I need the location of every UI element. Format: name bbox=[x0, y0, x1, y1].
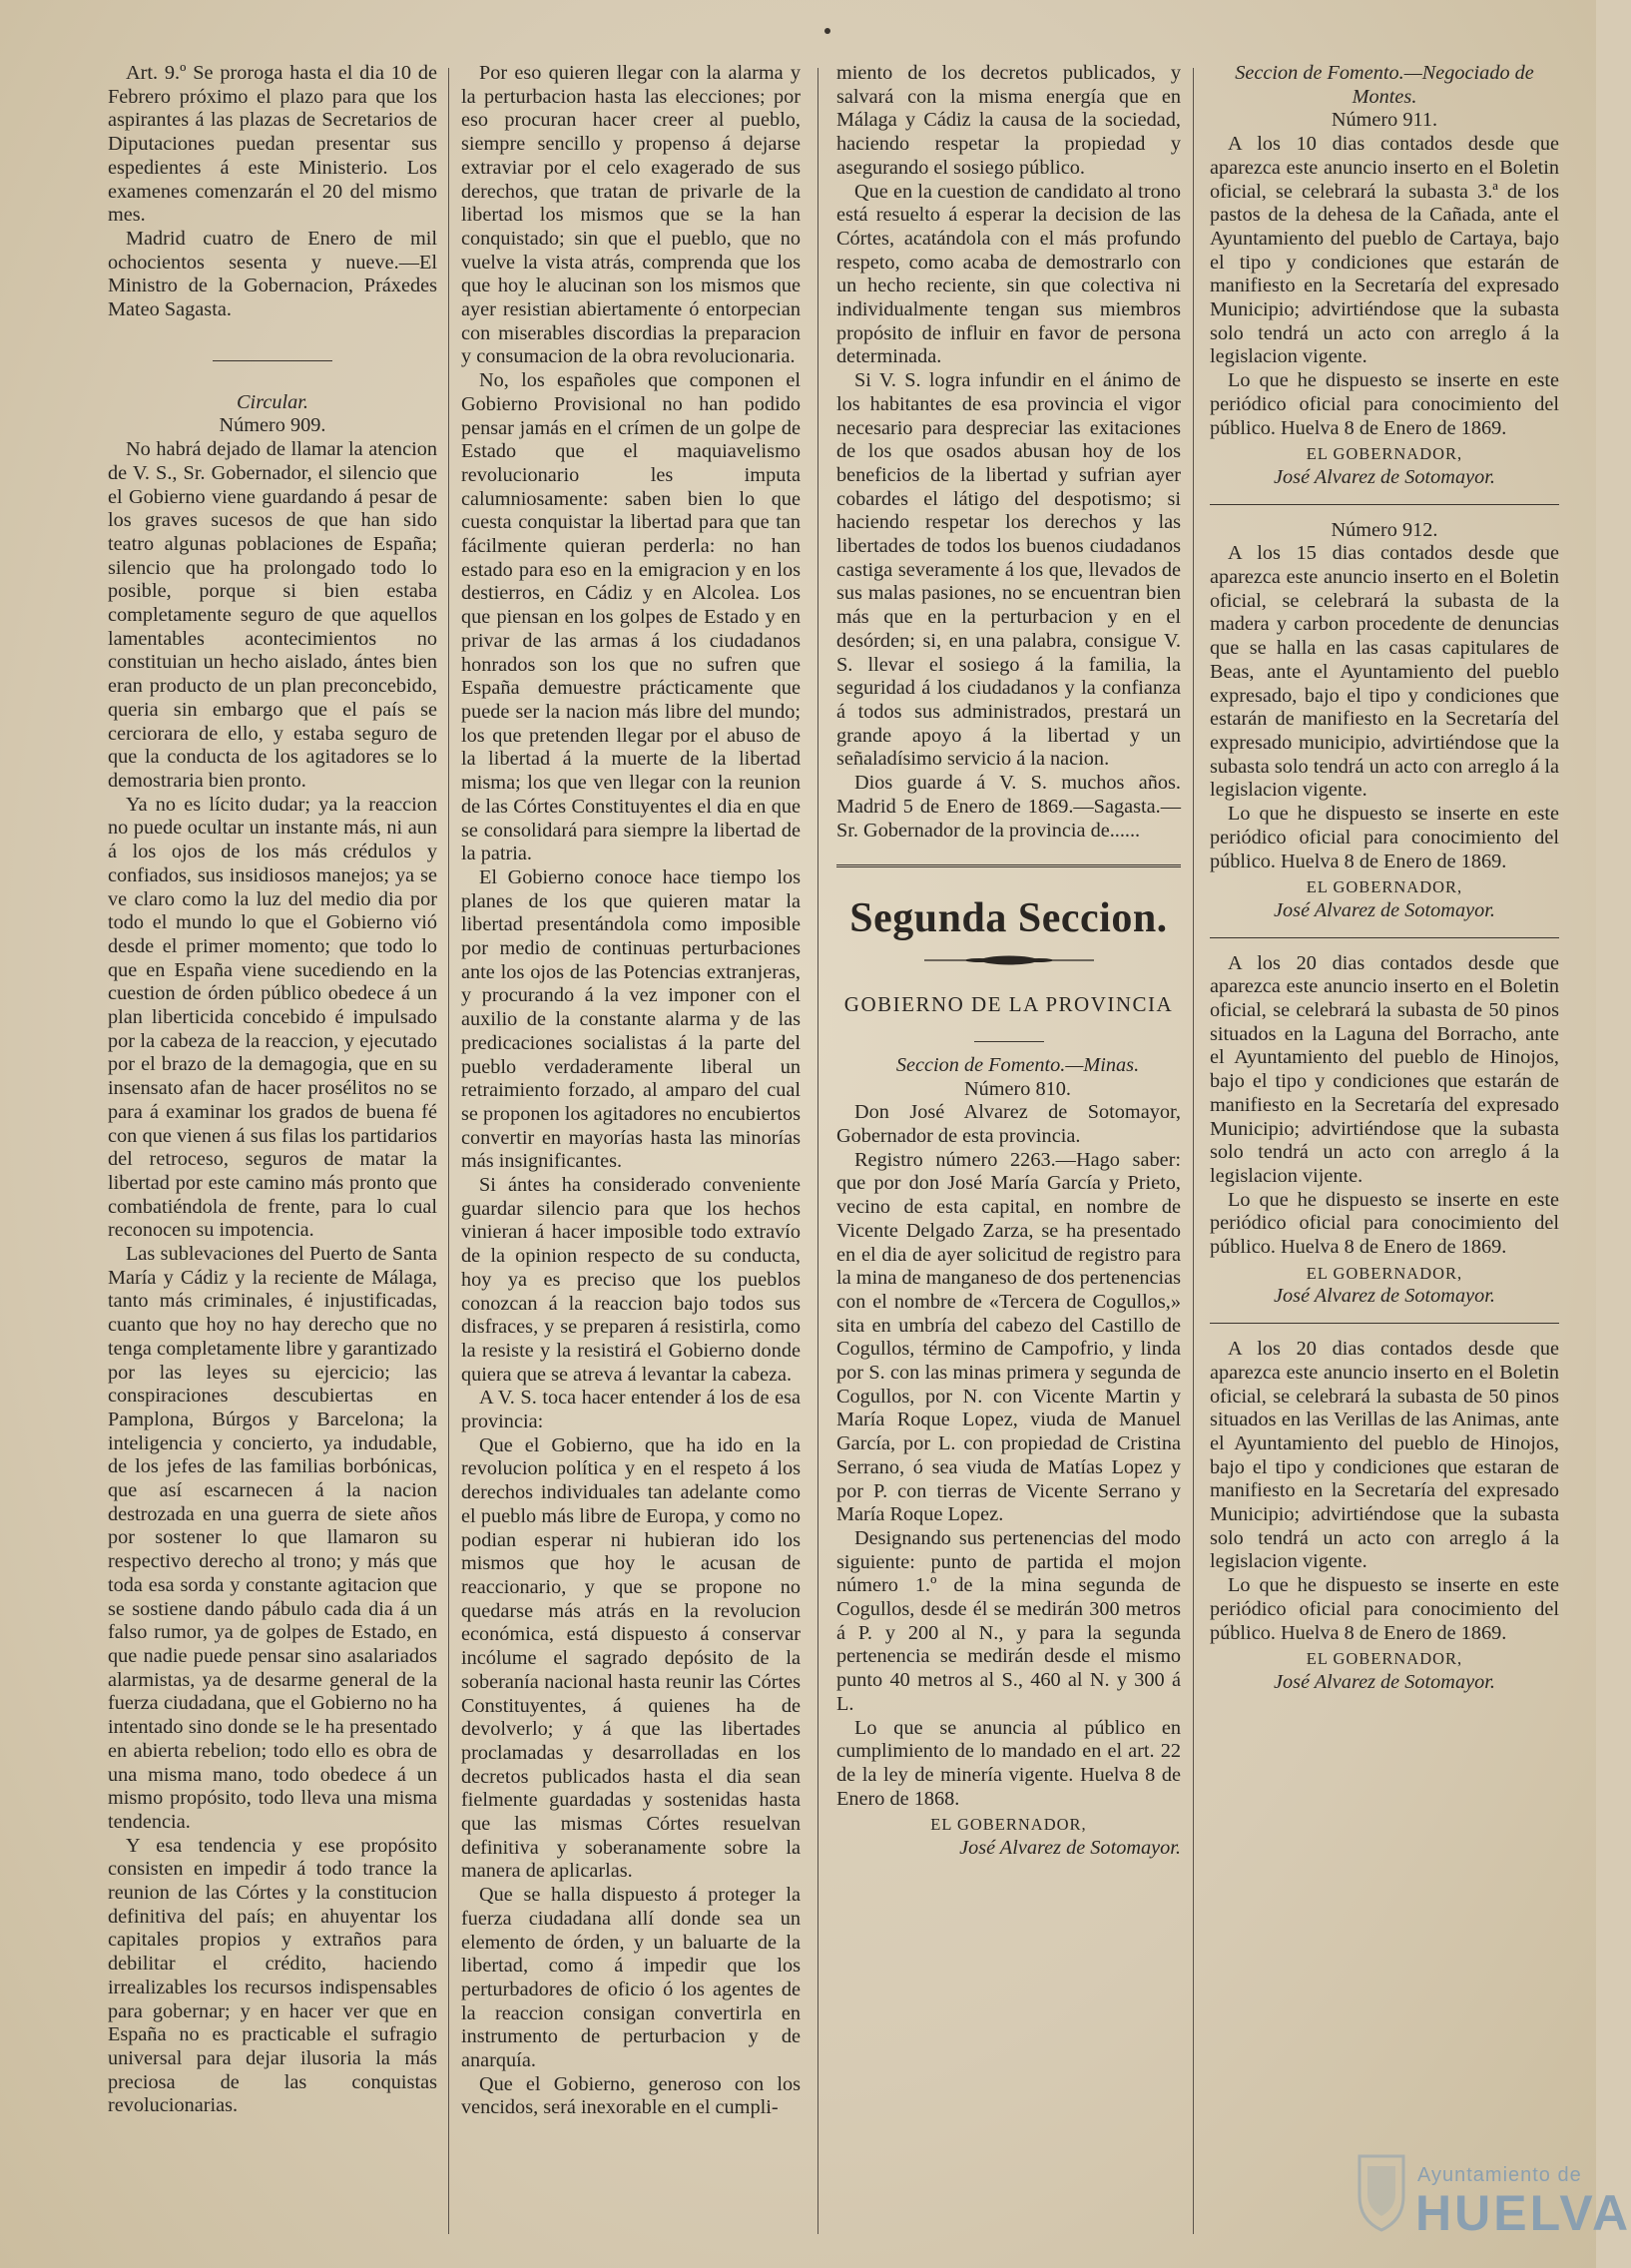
numero-heading: Número 909. bbox=[219, 414, 326, 437]
paragraph: Lo que he dispuesto se inserte en este periódico oficial para conocimiento del público. Huelva 8 de Enero de 1869. bbox=[1210, 369, 1559, 439]
ornament-rule-icon bbox=[924, 953, 1094, 967]
watermark-line2: HUELVA bbox=[1415, 2185, 1631, 2241]
paragraph: Que el Gobierno, generoso con los vencidos, será inexorable en el cumpli- bbox=[461, 2072, 801, 2119]
paragraph: A los 10 dias contados desde que aparezca este anuncio inserto en el Boletin oficial, se celebrará la subasta 3.ª de los pastos de la dehesa de la Cañada, ante el Ayuntamiento del pueblo de Cartaya, bajo el tipo y condiciones que estarán de manifiesto en la Secretaría del expresado Municipio; advirtiéndose que la subasta solo tendrá un acto con arreglo á la legislacion vigente. bbox=[1210, 133, 1559, 368]
paragraph: Lo que he dispuesto se inserte en este periódico oficial para conocimiento del público. Huelva 8 de Enero de 1869. bbox=[1210, 1574, 1559, 1644]
paragraph: Que el Gobierno, que ha ido en la revolucion política y en el respeto á los derechos individuales tan adelante como el pueblo más libre de Europa, y como no podian esperar ni hubieran ido los mismos que hoy le acusan de reaccionario, y que se propone no quedarse más atrás en la revolucion económica, está dispuesto á conservar incólume el sagrado depósito de la soberanía nacional hasta reunir las Córtes Constituyentes, á quienes ha de devolverlo; y á que las libertades proclamadas y desarrolladas en los decretos publicados hasta el dia sean fielmente guardadas y sostenidas hasta que las mismas Córtes resuelvan definitiva y soberanamente sobre la manera de aplicarlas. bbox=[461, 1433, 801, 1883]
paragraph: miento de los decretos publicados, y salvará con la misma energía que en Málaga y Cádiz la causa de la sociedad, haciendo respetar la propiedad y asegurando el sosiego público. bbox=[836, 62, 1181, 179]
gobernador-label: EL GOBERNADOR, bbox=[930, 1815, 1087, 1835]
numero-heading: Número 810. bbox=[963, 1077, 1072, 1100]
paragraph: Don José Alvarez de Sotomayor, Gobernador de esta provincia. bbox=[836, 1101, 1181, 1148]
paragraph: Que en la cuestion de candidato al trono está resuelto á esperar la decision de las Córtes, acatándola con el más profundo respeto, como acaba de demostrarlo con un hecho reciente, sin que colectiva ni individualmente tengan sus miembros propósito de influir en favor de persona determinada. bbox=[836, 180, 1181, 368]
paragraph: Designando sus pertenencias del modo siguiente: punto de partida el mojon número 1.º de la mina segunda de Cogullos, desde él se medirán 300 metros á P. y 200 al N., y para la segunda pertenencia se medirán desde el mismo punto 40 metros al S., 460 al N. y 300 á L. bbox=[836, 1526, 1181, 1715]
column-4 bbox=[1210, 62, 1559, 2248]
column-1 bbox=[108, 62, 437, 2248]
paragraph: Lo que he dispuesto se inserte en este periódico oficial para conocimiento del público. Huelva 8 de Enero de 1869. bbox=[1210, 803, 1559, 872]
separator bbox=[974, 1041, 1044, 1042]
paragraph: El Gobierno conoce hace tiempo los planes de los que quieren matar la libertad presentándola como imposible por medio de continuas perturbaciones ante los ojos de las Potencias extranjeras, y procurando á la vez imponer con el auxilio de la constante alarma y de las predicaciones socialistas á la parte del pueblo verdaderamente liberal un retraimiento forzado, al amparo del cual se proponen los agitadores no encubiertos convertir en mayorías hasta las minorías más insignificantes. bbox=[461, 865, 801, 1173]
paragraph: A los 15 dias contados desde que aparezca este anuncio inserto en el Boletin oficial, se celebrará la subasta de la madera y carbon procedente de denuncias que se halla en las casas capitulares de Beas, ante el Ayuntamiento del pueblo expresado, bajo el tipo y condiciones que estarán de manifiesto en la Secretaría del expresado municipio, advirtiéndose que la subasta solo tendrá un acto con arreglo á la legislacion vigente. bbox=[1210, 542, 1559, 802]
watermark-line1: Ayuntamiento de bbox=[1417, 2164, 1582, 2186]
column-2 bbox=[461, 62, 801, 2248]
paragraph: No habrá dejado de llamar la atencion de V. S., Sr. Gobernador, el silencio que el Gobierno viene guardando á pesar de los graves sucesos de que han sido teatro algunas poblaciones de España; silencio que ha prolongado todo lo posible, porque si bien estaba completamente seguro de que aquellos lamentables acontecimientos no constituian un hecho aislado, ántes bien eran producto de un plan preconcebido, queria sin embargo que el país se cerciorara de ello, y estaba seguro de que la conducta de los agitadores se lo demostraria bien pronto. bbox=[108, 438, 437, 792]
seccion-heading: Seccion de Fomento.—Minas. bbox=[895, 1053, 1140, 1076]
seccion-heading: Seccion de Fomento.—Negociado de Montes. bbox=[1235, 62, 1534, 108]
signature: José Alvarez de Sotomayor. bbox=[1274, 1285, 1495, 1308]
paragraph: Que se halla dispuesto á proteger la fuerza ciudadana allí donde sea un elemento de órden, y un baluarte de la libertad, como á impedir que los perturbadores de oficio ó los agentes de la reaccion consigan convertirla en instrumento de perturbacion y de anarquía. bbox=[461, 1884, 801, 2072]
gobernador-label: EL GOBERNADOR, bbox=[1306, 1263, 1463, 1283]
page-dot bbox=[824, 28, 830, 34]
column-3 bbox=[836, 62, 1181, 2248]
numero-heading: Número 911. bbox=[1331, 109, 1438, 132]
paragraph: Si ántes ha considerado conveniente guardar silencio para que los hechos vinieran á hacer imposible todo extravío de la opinion respecto de su conducta, hoy ya es preciso que los pueblos conozcan á la reaccion bajo todos sus disfraces, y se preparen á resistirla, como la resiste y la resistirá el Gobierno donde quiera que se atreva á levantar la cabeza. bbox=[461, 1174, 801, 1386]
column-rule bbox=[817, 68, 818, 2234]
paragraph: Las sublevaciones del Puerto de Santa María y Cádiz y la reciente de Málaga, tanto más criminales, é injustificadas, cuanto que hoy no hay derecho que no tenga completamente libre y garantizado por las leyes su ejercicio; las conspiraciones descubiertas en Pamplona, Búrgos y Barcelona; la inteligencia y concierto, ya indudable, de los jefes de las familias borbónicas, que así escarnecen á la nacion destrozada en una guerra de siete años por sostener lo que llamaron su respectivo derecho al trono; y más que toda esa sorda y constante agitacion que se sostiene dando pábulo cada dia á un falso rumor, ya de golpes de Estado, en que nadie puede pensar sino asalariados alarmistas, ya de desarme general de la fuerza ciudadana, que el Gobierno no ha intentado sino donde se le ha presentado en abierta rebelion; todo ello es obra de una misma mano, todo obedece á un mismo propósito, todo lleva una misma tendencia. bbox=[108, 1243, 437, 1833]
paragraph: Lo que he dispuesto se inserte en este periódico oficial para conocimiento del público. Huelva 8 de Enero de 1869. bbox=[1210, 1188, 1559, 1259]
paragraph: Registro número 2263.—Hago saber: que por don José María García y Prieto, vecino de esta capital, en nombre de Vicente Delgado Zarza, se ha presentado en el dia de ayer solicitud de registro para la mina de manganeso de dos pertenencias con el nombre de «Tercera de Cogullos,» sita en umbría del cabezo del Castillo de Cogullos, término de Campofrio, y linda por S. con las minas primera y segunda de Cogullos, por N. con Vicente Martin y María Roque Lopez, viuda de Manuel García, por L. con propiedad de Cristina Serrano, ó sea viuda de Matías Lopez y por P. con tierras de Vicente Serrano y María Roque Lopez. bbox=[836, 1148, 1181, 1526]
separator bbox=[1210, 1323, 1559, 1324]
paragraph: Lo que se anuncia al público en cumplimiento de lo mandado en el art. 22 de la ley de minería vigente. Huelva 8 de Enero de 1868. bbox=[836, 1716, 1181, 1810]
paragraph: A V. S. toca hacer entender á los de esa provincia: bbox=[461, 1387, 801, 1433]
signature: José Alvarez de Sotomayor. bbox=[959, 1837, 1181, 1860]
paragraph: A los 20 dias contados desde que aparezca este anuncio inserto en el Boletin oficial, se celebrará la subasta de 50 pinos situados en la Laguna del Borracho, ante el Ayuntamiento del pueblo de Hinojos, bajo el tipo y condiciones que estarán de manifiesto en la Secretaría del expresado Municipio; advirtiéndose que la subasta solo tendrá un acto con arreglo á la legislacion vijente. bbox=[1210, 951, 1559, 1187]
paragraph: Art. 9.º Se proroga hasta el dia 10 de Febrero próximo el plazo para que los aspirantes á las plazas de Secretarios de Diputaciones puedan presentar sus espedientes á este Ministerio. Los examenes comenzarán el 20 del mismo mes. bbox=[108, 62, 437, 227]
paragraph: Madrid cuatro de Enero de mil ochocientos sesenta y nueve.—El Ministro de la Gobernacion, Práxedes Mateo Sagasta. bbox=[108, 227, 437, 321]
paragraph: Por eso quieren llegar con la alarma y la perturbacion hasta las elecciones; por eso procuran hacer creer al pueblo, siempre sencillo y propenso á dejarse extraviar por el celo exagerado de sus derechos, que tratan de privarle de la libertad los mismos que se la han conquistado; sin que el pueblo, que no vuelve la vista atrás, comprenda que los que hoy le alucinan son los mismos que ayer resistian abiertamente ó entorpecian con miserables discordias la preparacion y consumacion de la obra revolucionaria. bbox=[461, 62, 801, 368]
paragraph: Si V. S. logra infundir en el ánimo de los habitantes de esa provincia el vigor necesario para despreciar las exitaciones de los que osados abusan hoy de los beneficios de la libertad y sufrian ayer cobardes el látigo del despotismo; si haciendo respetar los derechos y las libertades de todos los buenos ciudadanos castiga severamente á los que, llevados de sus malas pasiones, no se encuentran bien más que en la perturbacion y en el desórden; si, en una palabra, consigue V. S. llevar el sosiego á la familia, la seguridad á los ciudadanos y la confianza á todos sus administrados, prestará un grande apoyo á la libertad y un señaladísimo servicio á la nacion. bbox=[836, 369, 1181, 771]
column-rule bbox=[1193, 68, 1194, 2234]
circular-title: Circular. bbox=[237, 390, 308, 413]
paragraph: Dios guarde á V. S. muchos años. Madrid 5 de Enero de 1869.—Sagasta.—Sr. Gobernador de la provincia de...... bbox=[836, 772, 1181, 842]
gobernador-label: EL GOBERNADOR, bbox=[1306, 444, 1463, 464]
separator bbox=[213, 360, 332, 361]
signature: José Alvarez de Sotomayor. bbox=[1274, 1671, 1495, 1693]
gobernador-label: EL GOBERNADOR, bbox=[1306, 1649, 1463, 1669]
paragraph: Ya no es lícito dudar; ya la reaccion no puede ocultar un instante más, ni aun á los ojos de los más crédulos y confiados, sus insidiosos manejos; ya se ve claro como la luz del medio dia por todo el mundo lo que el Gobierno vió desde el primer momento; que todo lo que en España viene sucediendo en la cuestion de órden público obedece á un plan liberticida concebido é impulsado por la cabeza de la reaccion, y ejecutado por el brazo de la demagogia, que en su insensato afan de hacer prosélitos no se para á examinar los grados de buena fé con que vienen á sus filas los partidarios del retroceso, seguros de matar la libertad por este camino más pronto que combatiéndola de frente, para lo cual reconocen su impotencia. bbox=[108, 793, 437, 1242]
separator bbox=[1210, 504, 1559, 505]
section-separator bbox=[836, 864, 1181, 867]
paragraph: A los 20 dias contados desde que aparezca este anuncio inserto en el Boletin oficial, se celebrará la subasta de 50 pinos situados en las Verillas de las Animas, ante el Ayuntamiento del pueblo de Hinojos, bajo el tipo y condiciones que estaran de manifiesto en la Secretaría del expresado Municipio; advirtiéndose que la subasta solo tendrá un acto con arreglo á la legislacion vigente. bbox=[1210, 1338, 1559, 1573]
section-title: Segunda Seccion. bbox=[849, 895, 1168, 942]
separator bbox=[1210, 937, 1559, 938]
signature: José Alvarez de Sotomayor. bbox=[1274, 465, 1495, 488]
gobierno-heading: GOBIERNO DE LA PROVINCIA bbox=[843, 992, 1174, 1017]
paragraph: No, los españoles que componen el Gobierno Provisional no han podido pensar jamás en el crímen de un golpe de Estado que el maquiavelismo revolucionario les imputa calumniosamente: saben bien lo que cuesta conquistar la libertad para que tan fácilmente quieran perderla: no han estado para eso en la emigracion y en los destierros, en Cádiz y en Alcolea. Los que piensan en los golpes de Estado y en privar de las armas á los ciudadanos honrados son los que no sufren que España demuestre prácticamente que puede ser la nacion más libre del mundo; los que pretenden llegar por el abuso de la libertad á la muerte de la libertad misma; los que ven llegar con la reunion de las Córtes Constituyentes el dia en que se consolidará para siempre la libertad de la patria. bbox=[461, 369, 801, 865]
signature: José Alvarez de Sotomayor. bbox=[1274, 898, 1495, 921]
paragraph: Y esa tendencia y ese propósito consisten en impedir á todo trance la reunion de las Córtes y la constitucion definitiva del país; en ahuyentar los capitales propios y extraños para debilitar el crédito, haciendo irrealizables los recursos indispensables para gobernar; y en hacer ver que en España no es practicable el sufragio universal para dejar ilusoria la más preciosa de las conquistas revolucionarias. bbox=[108, 1834, 437, 2117]
gobernador-label: EL GOBERNADOR, bbox=[1306, 877, 1463, 897]
column-rule bbox=[448, 68, 449, 2234]
numero-heading: Número 912. bbox=[1331, 518, 1438, 541]
